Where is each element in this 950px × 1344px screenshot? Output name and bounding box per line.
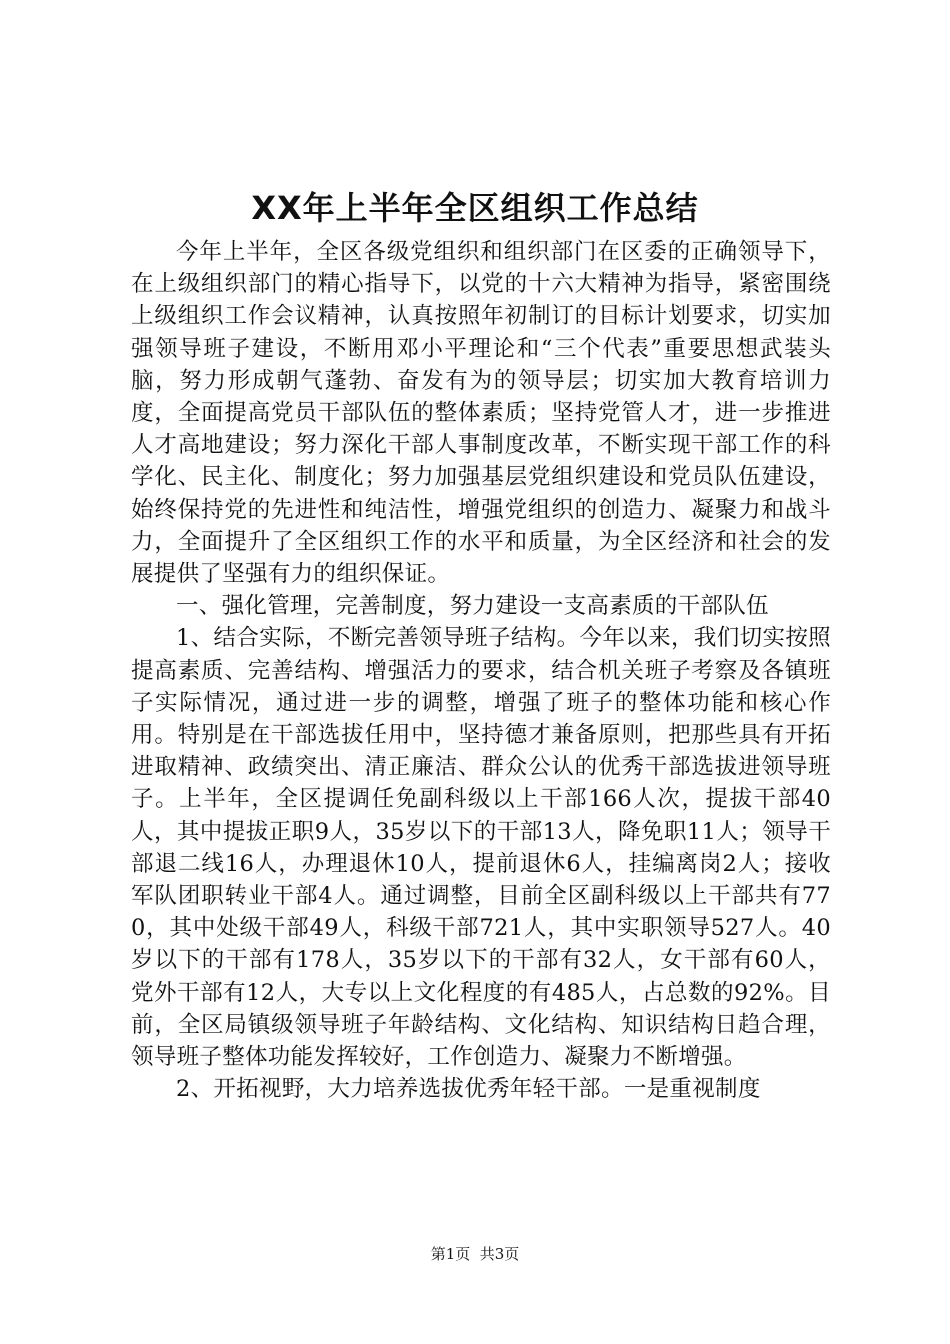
body-paragraph-2: 2、开拓视野，大力培养选拔优秀年轻干部。一是重视制度 bbox=[176, 1076, 761, 1103]
intro-paragraph: 今年上半年，全区各级党组织和组织部门在区委的正确领导下，在上级组织部门的精心指导下，以党的十六大精神为指导，紧密围绕上级组织工作会议精神，认真按照年初制订的目标计划要求，切实加强领导班子建设，不断用邓小平理论和“三个代表”重要思想武装头脑，努力形成朝气蓬勃、奋发有为的领导层；切实加大教育培训力度，全面提高党员干部队伍的整体素质；坚持党管人才，进一步推进人才高地建设；努力深化干部人事制度改革，不断实现干部工作的科学化、民主化、制度化；努力加强基层党组织建设和党员队伍建设，始终保持党的先进性和纯洁性，增强党组织的创造力、凝聚力和战斗力，全面提升了全区组织工作的水平和质量，为全区经济和社会的发展提供了坚强有力的组织保证。 bbox=[131, 239, 831, 588]
document-title: XX年上半年全区组织工作总结 bbox=[251, 189, 699, 227]
page-footer: 第1页 共3页 bbox=[430, 1245, 520, 1263]
body-paragraph-1: 1、结合实际，不断完善领导班子结构。今年以来，我们切实按照提高素质、完善结构、增强活力的要求，结合机关班子考察及各镇班子实际情况，通过进一步的调整，增强了班子的整体功能和核心作用。特别是在干部选拔任用中，坚持德才兼备原则，把那些具有开拓进取精神、政绩突出、清正廉洁、群众公认的优秀干部选拔进领导班子。上半年，全区提调任免副科级以上干部166人次，提拔干部40人，其中提拔正职9人，35岁以下的干部13人，降免职11人；领导干部退二线16人，办理退休10人，提前退休6人，挂编离岗2人；接收军队团职转业干部4人。通过调整，目前全区副科级以上干部共有770，其中处级干部49人，科级干部721人，其中实职领导527人。40岁以下的干部有178人，35岁以下的干部有32人，女干部有60人，党外干部有12人，大专以上文化程度的有485人，占总数的92%。目前，全区局镇级领导班子年龄结构、文化结构、知识结构日趋合理，领导班子整体功能发挥较好，工作创造力、凝聚力不断增强。 bbox=[131, 625, 831, 1071]
section-heading-1: 一、强化管理，完善制度，努力建设一支高素质的干部队伍 bbox=[176, 593, 769, 620]
document-body bbox=[131, 236, 831, 1105]
